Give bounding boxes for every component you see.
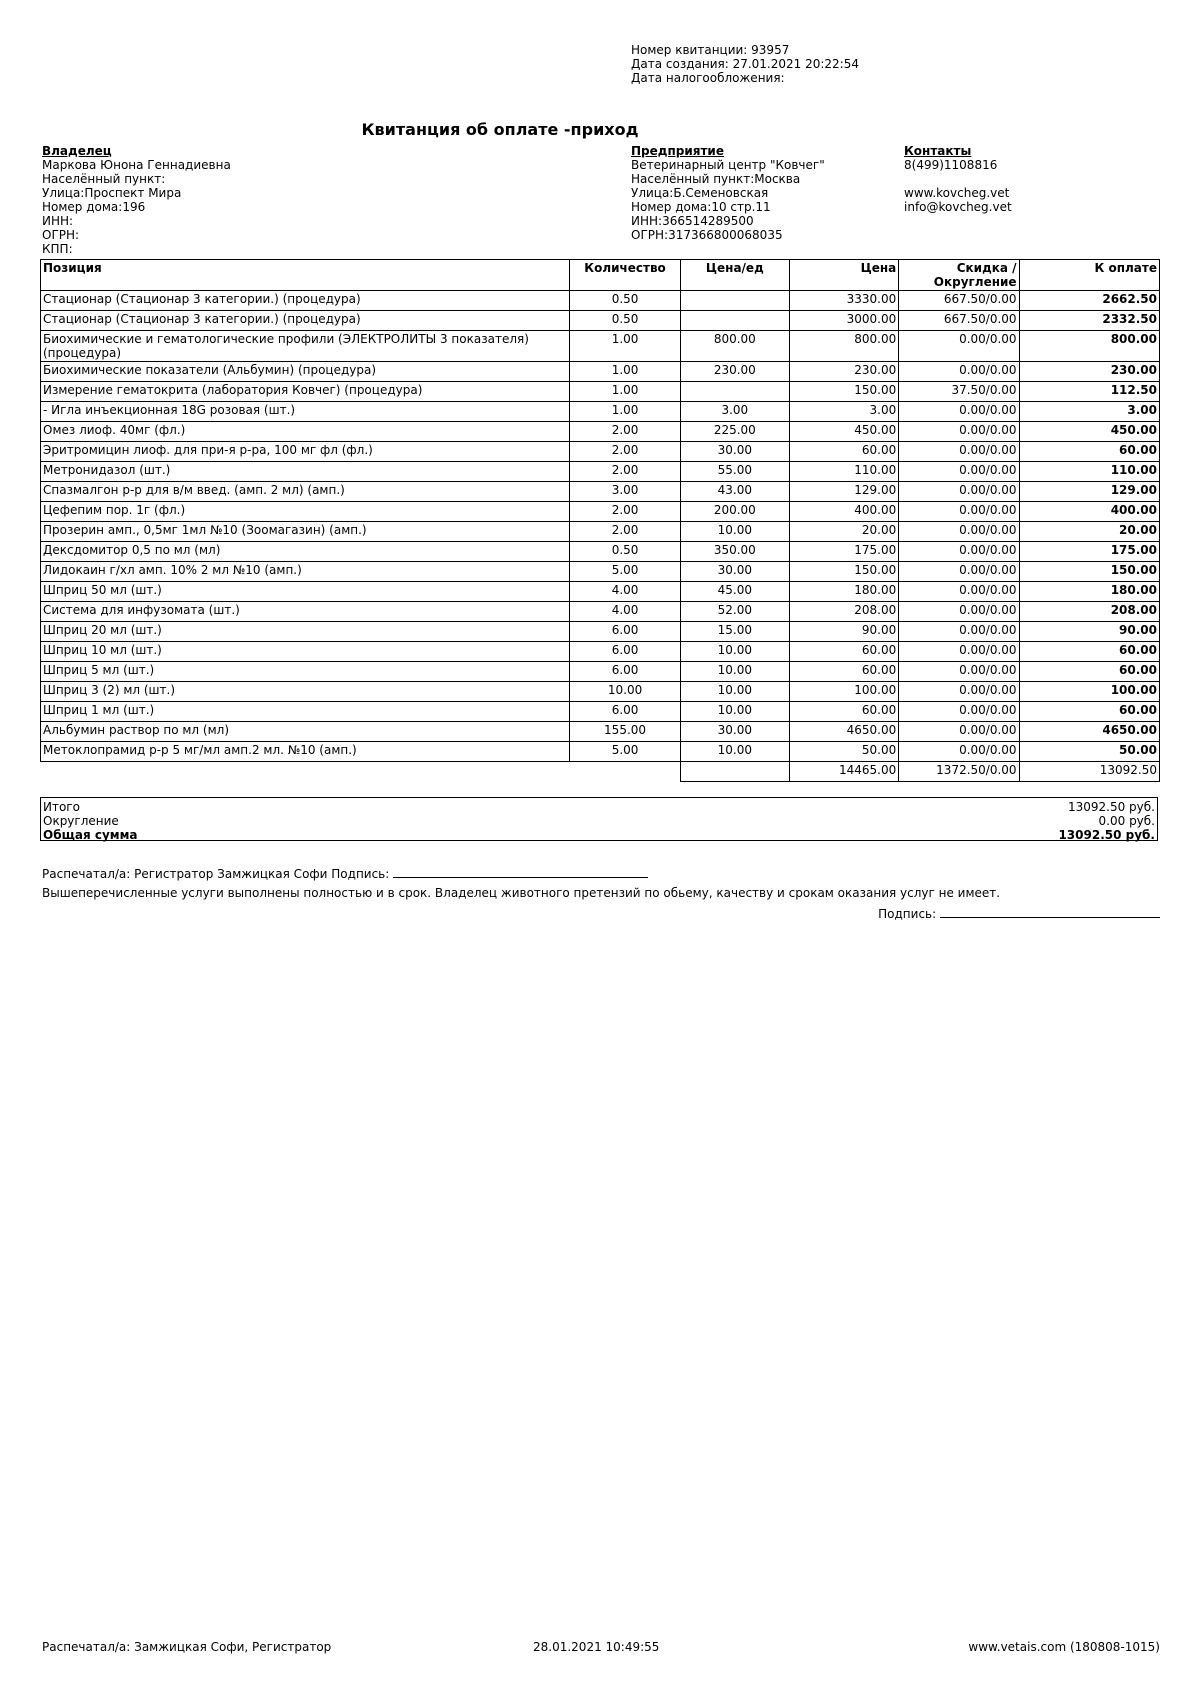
totals-empty-cell bbox=[680, 762, 789, 782]
cell-position: Цефепим пор. 1г (фл.) bbox=[41, 502, 570, 522]
owner-house: Номер дома:196 bbox=[42, 200, 146, 214]
cell-price: 20.00 bbox=[789, 522, 898, 542]
cell-discount: 37.50/0.00 bbox=[899, 382, 1019, 402]
enterprise-locality: Населённый пункт:Москва bbox=[631, 172, 801, 186]
cell-unit-price: 45.00 bbox=[680, 582, 789, 602]
cell-price: 60.00 bbox=[789, 442, 898, 462]
enterprise-header: Предприятие bbox=[631, 144, 724, 158]
contacts-block bbox=[904, 144, 1012, 214]
cell-to-pay: 60.00 bbox=[1019, 442, 1159, 462]
cell-price: 60.00 bbox=[789, 642, 898, 662]
contact-email: info@kovcheg.vet bbox=[904, 200, 1012, 214]
owner-locality: Населённый пункт: bbox=[42, 172, 166, 186]
table-row bbox=[41, 682, 1160, 702]
cell-unit-price: 10.00 bbox=[680, 682, 789, 702]
cell-quantity: 1.00 bbox=[570, 402, 680, 422]
cell-discount: 0.00/0.00 bbox=[899, 602, 1019, 622]
cell-discount: 0.00/0.00 bbox=[899, 462, 1019, 482]
cell-price: 230.00 bbox=[789, 362, 898, 382]
cell-quantity: 1.00 bbox=[570, 382, 680, 402]
items-table bbox=[40, 259, 1160, 782]
cell-to-pay: 230.00 bbox=[1019, 362, 1159, 382]
cell-to-pay: 60.00 bbox=[1019, 702, 1159, 722]
rounding-label: Округление bbox=[43, 814, 119, 828]
cell-position: Метронидазол (шт.) bbox=[41, 462, 570, 482]
cell-to-pay: 800.00 bbox=[1019, 331, 1159, 362]
cell-quantity: 155.00 bbox=[570, 722, 680, 742]
table-row bbox=[41, 382, 1160, 402]
cell-unit-price: 10.00 bbox=[680, 702, 789, 722]
cell-quantity: 2.00 bbox=[570, 462, 680, 482]
cell-quantity: 1.00 bbox=[570, 331, 680, 362]
summary-itogo-row bbox=[43, 800, 1155, 814]
cell-unit-price: 55.00 bbox=[680, 462, 789, 482]
total-discount: 1372.50/0.00 bbox=[899, 762, 1019, 782]
cell-price: 3330.00 bbox=[789, 291, 898, 311]
owner-street: Улица:Проспект Мира bbox=[42, 186, 182, 200]
table-row bbox=[41, 582, 1160, 602]
statement-text: Вышеперечисленные услуги выполнены полностью и в срок. Владелец животного претензий по обьему, качеству и срокам оказания услуг не имеет. bbox=[42, 886, 1001, 900]
cell-unit-price: 10.00 bbox=[680, 742, 789, 762]
cell-discount: 667.50/0.00 bbox=[899, 311, 1019, 331]
cell-unit-price: 30.00 bbox=[680, 442, 789, 462]
cell-to-pay: 60.00 bbox=[1019, 662, 1159, 682]
cell-price: 3.00 bbox=[789, 402, 898, 422]
cell-unit-price: 225.00 bbox=[680, 422, 789, 442]
cell-discount: 667.50/0.00 bbox=[899, 291, 1019, 311]
cell-discount: 0.00/0.00 bbox=[899, 542, 1019, 562]
cell-to-pay: 180.00 bbox=[1019, 582, 1159, 602]
table-row bbox=[41, 702, 1160, 722]
cell-unit-price bbox=[680, 311, 789, 331]
cell-discount: 0.00/0.00 bbox=[899, 502, 1019, 522]
cell-discount: 0.00/0.00 bbox=[899, 402, 1019, 422]
col-unit-price: Цена/ед bbox=[680, 260, 789, 291]
cell-price: 180.00 bbox=[789, 582, 898, 602]
table-row bbox=[41, 462, 1160, 482]
cell-unit-price bbox=[680, 291, 789, 311]
cell-price: 150.00 bbox=[789, 382, 898, 402]
cell-quantity: 6.00 bbox=[570, 622, 680, 642]
cell-quantity: 4.00 bbox=[570, 582, 680, 602]
cell-unit-price bbox=[680, 382, 789, 402]
cell-unit-price: 800.00 bbox=[680, 331, 789, 362]
cell-position: Измерение гематокрита (лаборатория Ковчег) (процедура) bbox=[41, 382, 570, 402]
cell-price: 110.00 bbox=[789, 462, 898, 482]
cell-position: Шприц 50 мл (шт.) bbox=[41, 582, 570, 602]
cell-quantity: 10.00 bbox=[570, 682, 680, 702]
cell-to-pay: 4650.00 bbox=[1019, 722, 1159, 742]
document-title: Квитанция об оплате -приход bbox=[361, 120, 639, 139]
cell-quantity: 5.00 bbox=[570, 562, 680, 582]
cell-unit-price: 200.00 bbox=[680, 502, 789, 522]
enterprise-name: Ветеринарный центр "Ковчег" bbox=[631, 158, 825, 172]
cell-quantity: 5.00 bbox=[570, 742, 680, 762]
table-totals-row bbox=[41, 762, 1160, 782]
table-row bbox=[41, 622, 1160, 642]
cell-position: Шприц 1 мл (шт.) bbox=[41, 702, 570, 722]
cell-unit-price: 3.00 bbox=[680, 402, 789, 422]
cell-discount: 0.00/0.00 bbox=[899, 702, 1019, 722]
cell-position: - Игла инъекционная 18G розовая (шт.) bbox=[41, 402, 570, 422]
cell-quantity: 2.00 bbox=[570, 422, 680, 442]
cell-position: Лидокаин г/хл амп. 10% 2 мл №10 (амп.) bbox=[41, 562, 570, 582]
cell-to-pay: 20.00 bbox=[1019, 522, 1159, 542]
table-row bbox=[41, 742, 1160, 762]
cell-position: Стационар (Стационар 3 категории.) (процедура) bbox=[41, 291, 570, 311]
table-row bbox=[41, 542, 1160, 562]
contact-website: www.kovcheg.vet bbox=[904, 186, 1010, 200]
cell-unit-price: 350.00 bbox=[680, 542, 789, 562]
enterprise-block bbox=[631, 144, 825, 242]
cell-unit-price: 10.00 bbox=[680, 662, 789, 682]
cell-position: Шприц 5 мл (шт.) bbox=[41, 662, 570, 682]
cell-to-pay: 110.00 bbox=[1019, 462, 1159, 482]
table-row bbox=[41, 602, 1160, 622]
signature-line bbox=[393, 866, 648, 878]
col-price: Цена bbox=[789, 260, 898, 291]
owner-kpp: КПП: bbox=[42, 242, 73, 256]
cell-quantity: 3.00 bbox=[570, 482, 680, 502]
cell-discount: 0.00/0.00 bbox=[899, 482, 1019, 502]
enterprise-street: Улица:Б.Семеновская bbox=[631, 186, 769, 200]
table-row bbox=[41, 502, 1160, 522]
receipt-meta bbox=[631, 43, 859, 85]
cell-quantity: 4.00 bbox=[570, 602, 680, 622]
cell-discount: 0.00/0.00 bbox=[899, 662, 1019, 682]
table-row bbox=[41, 331, 1160, 362]
cell-position: Система для инфузомата (шт.) bbox=[41, 602, 570, 622]
cell-position: Шприц 10 мл (шт.) bbox=[41, 642, 570, 662]
cell-to-pay: 60.00 bbox=[1019, 642, 1159, 662]
cell-quantity: 0.50 bbox=[570, 291, 680, 311]
col-position: Позиция bbox=[41, 260, 570, 291]
table-row bbox=[41, 422, 1160, 442]
cell-quantity: 6.00 bbox=[570, 702, 680, 722]
cell-price: 3000.00 bbox=[789, 311, 898, 331]
table-header-row bbox=[41, 260, 1160, 291]
creation-date: Дата создания: 27.01.2021 20:22:54 bbox=[631, 57, 859, 71]
table-row bbox=[41, 522, 1160, 542]
summary-box bbox=[40, 797, 1158, 841]
table-row bbox=[41, 442, 1160, 462]
cell-unit-price: 43.00 bbox=[680, 482, 789, 502]
cell-position: Эритромицин лиоф. для при-я р-ра, 100 мг фл (фл.) bbox=[41, 442, 570, 462]
cell-discount: 0.00/0.00 bbox=[899, 362, 1019, 382]
cell-position: Метоклопрамид р-р 5 мг/мл амп.2 мл. №10 (амп.) bbox=[41, 742, 570, 762]
items-body bbox=[41, 291, 1160, 762]
cell-discount: 0.00/0.00 bbox=[899, 622, 1019, 642]
cell-unit-price: 52.00 bbox=[680, 602, 789, 622]
rounding-value: 0.00 руб. bbox=[1098, 814, 1155, 828]
table-row bbox=[41, 662, 1160, 682]
total-price: 14465.00 bbox=[789, 762, 898, 782]
footer-printed-by: Распечатал/а: Замжицкая Софи, Регистратор bbox=[42, 1640, 332, 1654]
printed-signature-row bbox=[42, 866, 648, 881]
cell-quantity: 6.00 bbox=[570, 642, 680, 662]
table-row bbox=[41, 482, 1160, 502]
cell-to-pay: 129.00 bbox=[1019, 482, 1159, 502]
table-row bbox=[41, 722, 1160, 742]
cell-price: 100.00 bbox=[789, 682, 898, 702]
totals-spacer bbox=[41, 762, 681, 782]
cell-price: 60.00 bbox=[789, 662, 898, 682]
owner-name: Маркова Юнона Геннадиевна bbox=[42, 158, 231, 172]
cell-discount: 0.00/0.00 bbox=[899, 722, 1019, 742]
cell-price: 90.00 bbox=[789, 622, 898, 642]
col-discount: Скидка / Округление bbox=[899, 260, 1019, 291]
cell-price: 208.00 bbox=[789, 602, 898, 622]
cell-quantity: 1.00 bbox=[570, 362, 680, 382]
printed-by-label: Распечатал/а: Регистратор Замжицкая Софи Подпись: bbox=[42, 867, 390, 881]
contact-spacer bbox=[904, 172, 1012, 186]
cell-discount: 0.00/0.00 bbox=[899, 422, 1019, 442]
cell-quantity: 2.00 bbox=[570, 502, 680, 522]
contact-phone: 8(499)1108816 bbox=[904, 158, 998, 172]
owner-block bbox=[42, 144, 231, 256]
table-row bbox=[41, 291, 1160, 311]
col-quantity: Количество bbox=[570, 260, 680, 291]
contacts-header: Контакты bbox=[904, 144, 972, 158]
cell-quantity: 2.00 bbox=[570, 522, 680, 542]
cell-discount: 0.00/0.00 bbox=[899, 742, 1019, 762]
cell-unit-price: 15.00 bbox=[680, 622, 789, 642]
total-label: Общая сумма bbox=[43, 828, 138, 842]
cell-to-pay: 450.00 bbox=[1019, 422, 1159, 442]
owner-signature-label: Подпись: bbox=[878, 907, 937, 921]
cell-unit-price: 10.00 bbox=[680, 642, 789, 662]
cell-position: Шприц 3 (2) мл (шт.) bbox=[41, 682, 570, 702]
owner-signature-line bbox=[940, 906, 1160, 918]
cell-quantity: 6.00 bbox=[570, 662, 680, 682]
cell-to-pay: 50.00 bbox=[1019, 742, 1159, 762]
cell-quantity: 0.50 bbox=[570, 542, 680, 562]
table-row bbox=[41, 642, 1160, 662]
cell-position: Омез лиоф. 40мг (фл.) bbox=[41, 422, 570, 442]
cell-to-pay: 100.00 bbox=[1019, 682, 1159, 702]
cell-discount: 0.00/0.00 bbox=[899, 642, 1019, 662]
total-to-pay: 13092.50 bbox=[1019, 762, 1159, 782]
cell-position: Шприц 20 мл (шт.) bbox=[41, 622, 570, 642]
tax-date: Дата налогообложения: bbox=[631, 71, 785, 85]
cell-price: 400.00 bbox=[789, 502, 898, 522]
owner-inn: ИНН: bbox=[42, 214, 74, 228]
enterprise-ogrn: ОГРН:317366800068035 bbox=[631, 228, 783, 242]
owner-ogrn: ОГРН: bbox=[42, 228, 80, 242]
cell-to-pay: 208.00 bbox=[1019, 602, 1159, 622]
cell-position: Дексдомитор 0,5 по мл (мл) bbox=[41, 542, 570, 562]
table-row bbox=[41, 402, 1160, 422]
table-row bbox=[41, 362, 1160, 382]
itogo-value: 13092.50 руб. bbox=[1067, 800, 1155, 814]
cell-quantity: 2.00 bbox=[570, 442, 680, 462]
footer-print-date: 28.01.2021 10:49:55 bbox=[533, 1640, 660, 1654]
cell-price: 150.00 bbox=[789, 562, 898, 582]
cell-discount: 0.00/0.00 bbox=[899, 582, 1019, 602]
total-value: 13092.50 руб. bbox=[1058, 828, 1155, 842]
cell-price: 175.00 bbox=[789, 542, 898, 562]
cell-position: Биохимические показатели (Альбумин) (процедура) bbox=[41, 362, 570, 382]
table-row bbox=[41, 562, 1160, 582]
cell-price: 60.00 bbox=[789, 702, 898, 722]
table-row bbox=[41, 311, 1160, 331]
owner-signature-row bbox=[878, 906, 1160, 921]
cell-discount: 0.00/0.00 bbox=[899, 522, 1019, 542]
summary-rounding-row bbox=[43, 814, 1155, 828]
owner-header: Владелец bbox=[42, 144, 112, 158]
cell-to-pay: 2662.50 bbox=[1019, 291, 1159, 311]
cell-price: 4650.00 bbox=[789, 722, 898, 742]
enterprise-house: Номер дома:10 стр.11 bbox=[631, 200, 771, 214]
cell-unit-price: 230.00 bbox=[680, 362, 789, 382]
cell-position: Прозерин амп., 0,5мг 1мл №10 (Зоомагазин) (амп.) bbox=[41, 522, 570, 542]
cell-price: 450.00 bbox=[789, 422, 898, 442]
cell-price: 129.00 bbox=[789, 482, 898, 502]
footer-site: www.vetais.com (180808-1015) bbox=[968, 1640, 1160, 1654]
cell-position: Спазмалгон р-р для в/м введ. (амп. 2 мл) (амп.) bbox=[41, 482, 570, 502]
cell-price: 50.00 bbox=[789, 742, 898, 762]
cell-to-pay: 2332.50 bbox=[1019, 311, 1159, 331]
cell-to-pay: 150.00 bbox=[1019, 562, 1159, 582]
cell-unit-price: 30.00 bbox=[680, 722, 789, 742]
cell-discount: 0.00/0.00 bbox=[899, 331, 1019, 362]
cell-discount: 0.00/0.00 bbox=[899, 562, 1019, 582]
cell-discount: 0.00/0.00 bbox=[899, 442, 1019, 462]
itogo-label: Итого bbox=[43, 800, 80, 814]
cell-position: Стационар (Стационар 3 категории.) (процедура) bbox=[41, 311, 570, 331]
cell-to-pay: 112.50 bbox=[1019, 382, 1159, 402]
cell-to-pay: 90.00 bbox=[1019, 622, 1159, 642]
cell-position: Альбумин раствор по мл (мл) bbox=[41, 722, 570, 742]
cell-discount: 0.00/0.00 bbox=[899, 682, 1019, 702]
cell-quantity: 0.50 bbox=[570, 311, 680, 331]
cell-to-pay: 3.00 bbox=[1019, 402, 1159, 422]
cell-position: Биохимические и гематологические профили (ЭЛЕКТРОЛИТЫ 3 показателя) (процедура) bbox=[41, 331, 570, 362]
receipt-number: Номер квитанции: 93957 bbox=[631, 43, 790, 57]
summary-total-row bbox=[43, 828, 1155, 842]
col-to-pay: К оплате bbox=[1019, 260, 1159, 291]
cell-to-pay: 175.00 bbox=[1019, 542, 1159, 562]
cell-to-pay: 400.00 bbox=[1019, 502, 1159, 522]
enterprise-inn: ИНН:366514289500 bbox=[631, 214, 754, 228]
cell-unit-price: 30.00 bbox=[680, 562, 789, 582]
cell-unit-price: 10.00 bbox=[680, 522, 789, 542]
cell-price: 800.00 bbox=[789, 331, 898, 362]
